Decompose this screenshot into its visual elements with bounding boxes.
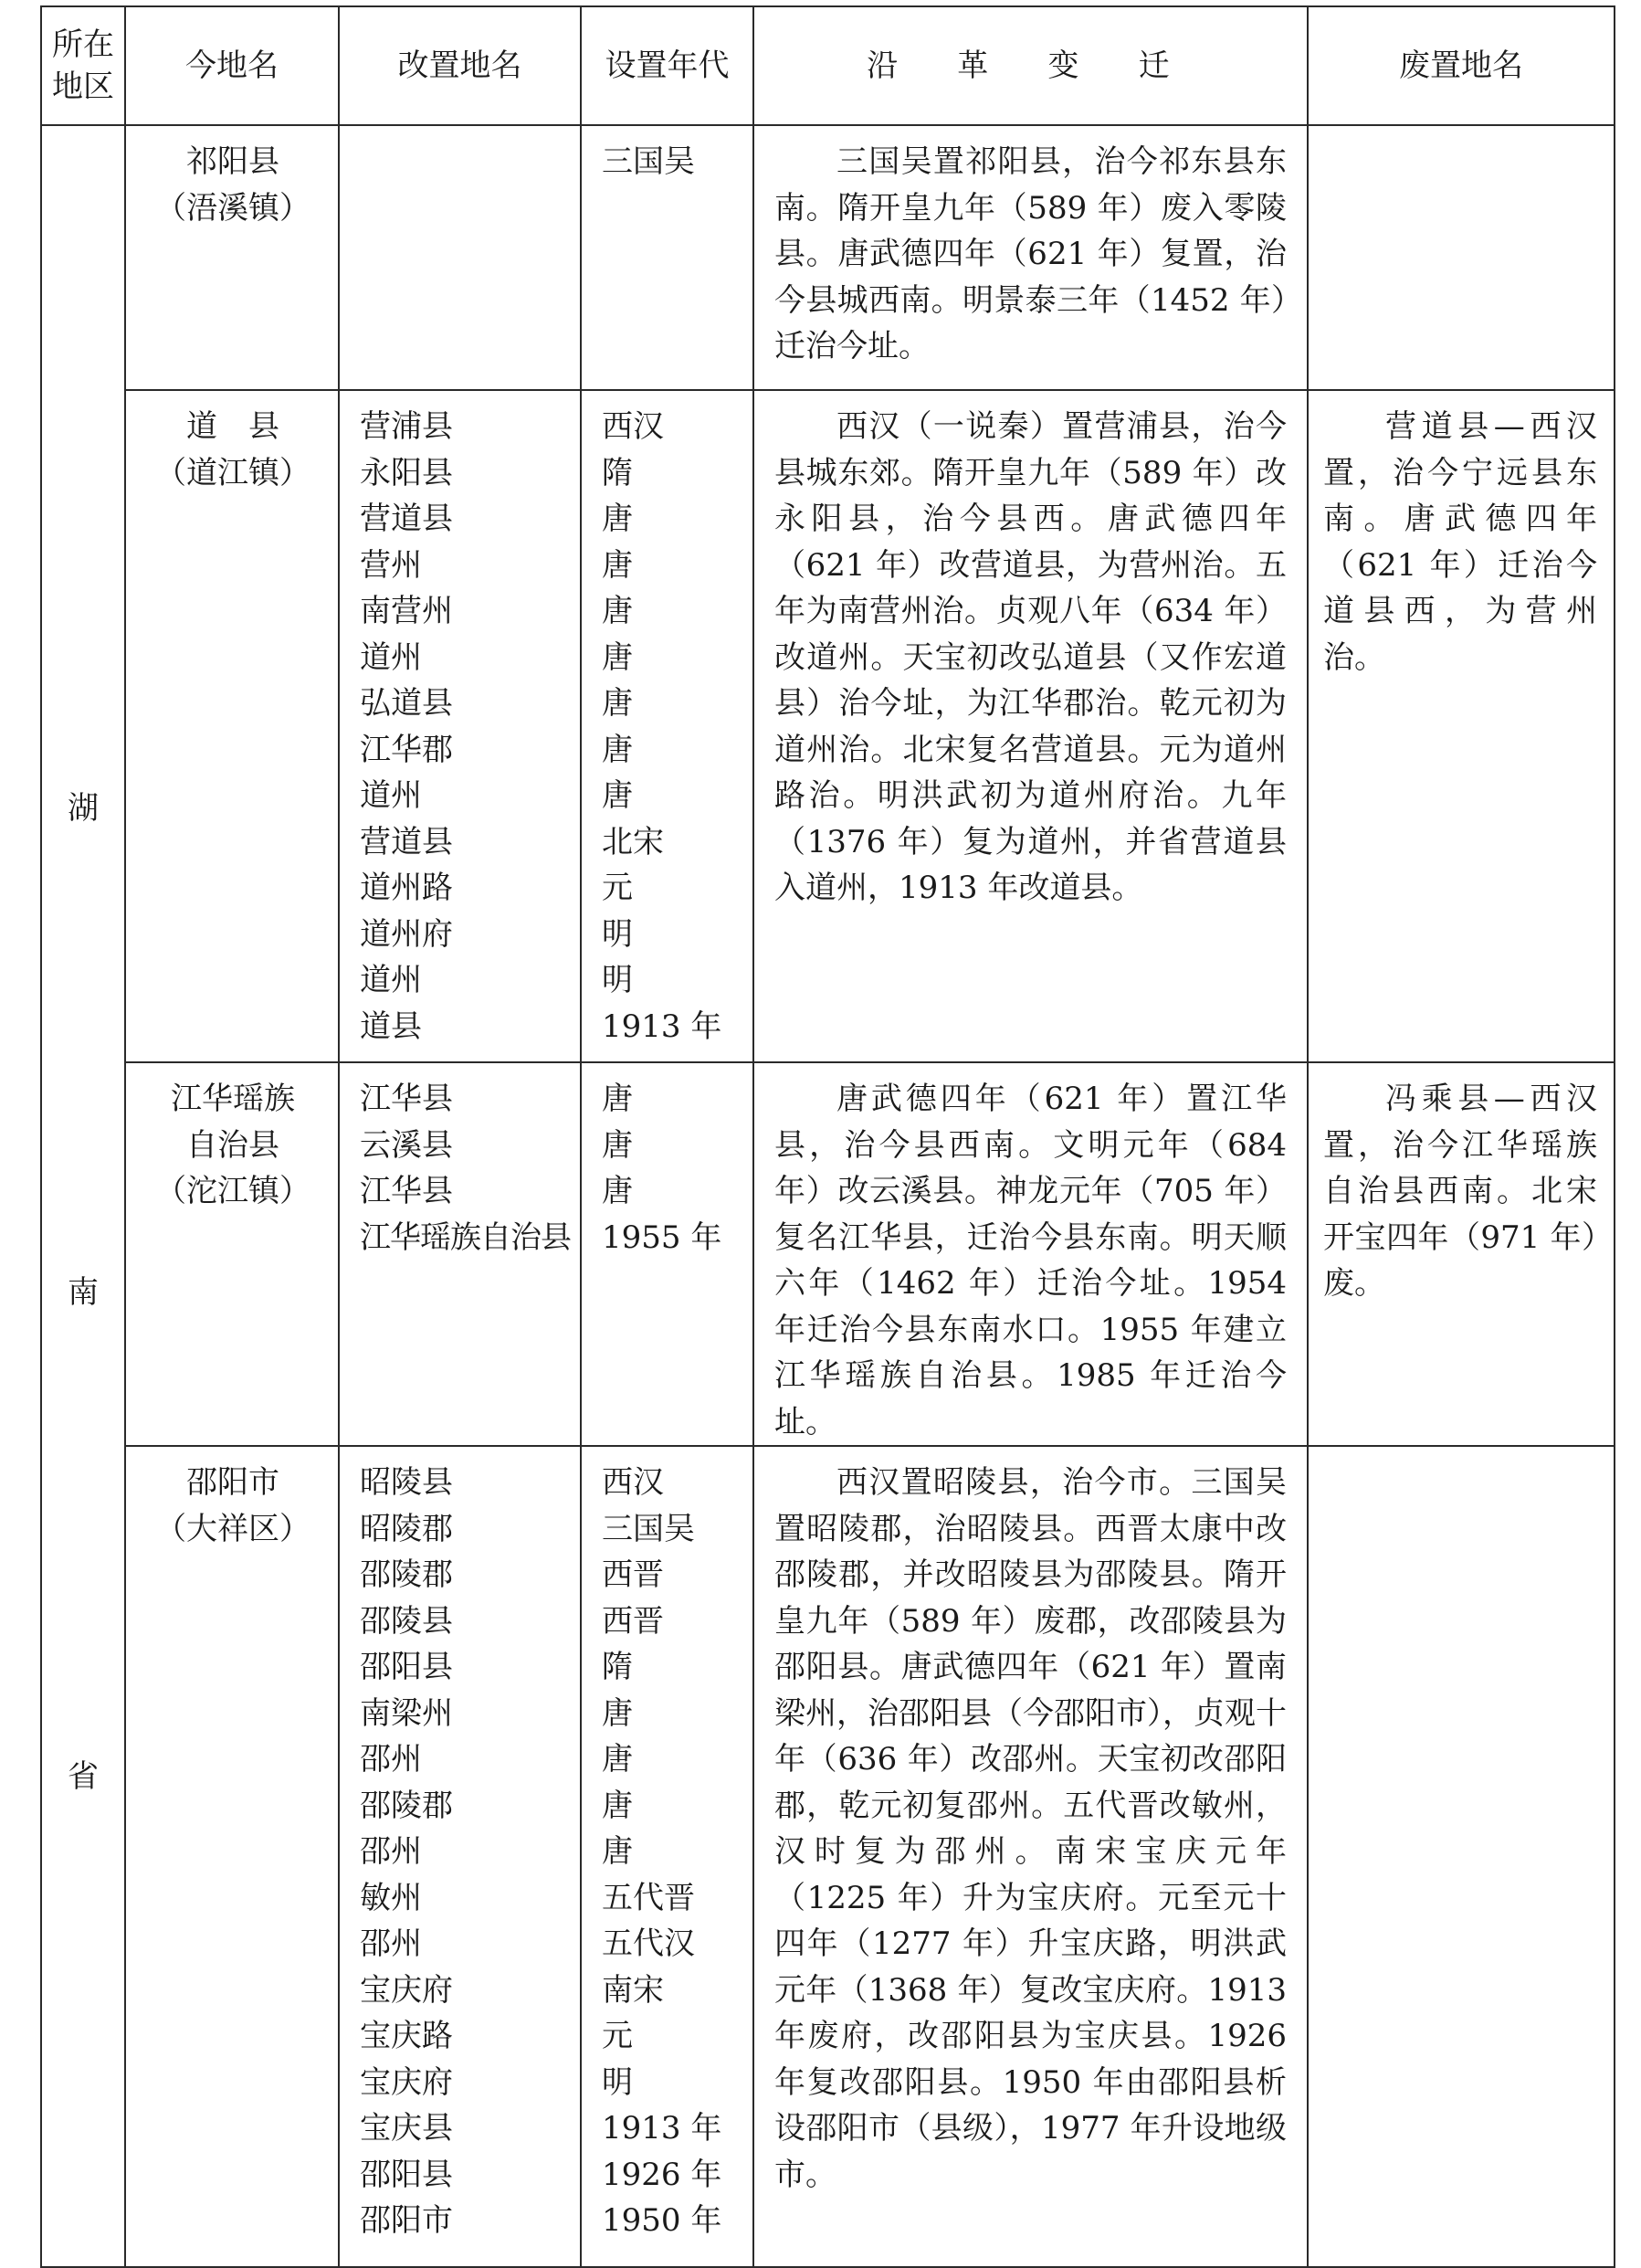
header-history: 沿 革 变 迁 bbox=[753, 6, 1308, 125]
header-abolished: 废置地名 bbox=[1308, 6, 1615, 125]
renamed-cell: 营浦县 永阳县 营道县 营州 南营州 道州 弘道县 江华郡 道州 营道县 道州路 道州府 道州 道县 bbox=[339, 390, 581, 1062]
region-char: 省 bbox=[68, 1758, 99, 1795]
era-cell: 三国吴 bbox=[581, 125, 753, 390]
today-name-cell: 邵阳市 （大祥区） bbox=[125, 1446, 339, 2267]
region-char: 南 bbox=[68, 1274, 99, 1311]
region-char: 湖 bbox=[68, 790, 99, 827]
history-cell: 唐武德四年（621 年）置江华县，治今县西南。文明元年（684 年）改云溪县。神龙元年（705 年）复名江华县，迁治今县东南。明天顺六年（1462 年）迁治今址。1954 年迁治今县东南水口。1955 年建立江华瑶族自治县。1985 年迁治今址。 bbox=[753, 1062, 1308, 1446]
history-cell: 三国吴置祁阳县，治今祁东县东南。隋开皇九年（589 年）废入零陵县。唐武德四年（621 年）复置，治今县城西南。明景泰三年（1452 年）迁治今址。 bbox=[753, 125, 1308, 390]
table-row bbox=[41, 1062, 1615, 1446]
today-name-cell: 祁阳县 （浯溪镇） bbox=[125, 125, 339, 390]
era-cell: 唐 唐 唐 1955 年 bbox=[581, 1062, 753, 1446]
history-cell: 西汉（一说秦）置营浦县，治今县城东郊。隋开皇九年（589 年）改永阳县，治今县西。唐武德四年（621 年）改营道县，为营州治。五年为南营州治。贞观八年（634 年）改道州。天宝初改弘道县（又作宏道县）治今址，为江华郡治。乾元初为道州治。北宋复名营道县。元为道州路治。明洪武初为道州府治。九年（1376 年）复为道州，并省营道县入道州，1913 年改道县。 bbox=[753, 390, 1308, 1062]
header-row bbox=[41, 6, 1615, 125]
abolished-cell: 冯乘县—西汉置，治今江华瑶族自治县西南。北宋开宝四年（971 年）废。 bbox=[1308, 1062, 1615, 1446]
header-renamed: 改置地名 bbox=[339, 6, 581, 125]
era-cell: 西汉 隋 唐 唐 唐 唐 唐 唐 唐 北宋 元 明 明 1913 年 bbox=[581, 390, 753, 1062]
renamed-cell: 江华县 云溪县 江华县 江华瑶族自治县 bbox=[339, 1062, 581, 1446]
history-cell: 西汉置昭陵县，治今市。三国吴置昭陵郡，治昭陵县。西晋太康中改邵陵郡，并改昭陵县为邵陵县。隋开皇九年（589 年）废郡，改邵陵县为邵阳县。唐武德四年（621 年）置南梁州，治邵阳县（今邵阳市），贞观十年（636 年）改邵州。天宝初改邵阳郡，乾元初复邵州。五代晋改敏州，汉时复为邵州。南宋宝庆元年（1225 年）升为宝庆府。元至元十四年（1277 年）升宝庆路，明洪武元年（1368 年）复改宝庆府。1913 年废府，改邵阳县为宝庆县。1926 年复改邵阳县。1950 年由邵阳县析设邵阳市（县级），1977 年升设地级市。 bbox=[753, 1446, 1308, 2267]
header-era: 设置年代 bbox=[581, 6, 753, 125]
era-cell: 西汉 三国吴 西晋 西晋 隋 唐 唐 唐 唐 五代晋 五代汉 南宋 元 明 1913 年 1926 年 1950 年 bbox=[581, 1446, 753, 2267]
renamed-cell: 昭陵县 昭陵郡 邵陵郡 邵陵县 邵阳县 南梁州 邵州 邵陵郡 邵州 敏州 邵州 宝庆府 宝庆路 宝庆府 宝庆县 邵阳县 邵阳市 bbox=[339, 1446, 581, 2267]
renamed-cell bbox=[339, 125, 581, 390]
today-name-cell: 江华瑶族 自治县 （沱江镇） bbox=[125, 1062, 339, 1446]
header-today: 今地名 bbox=[125, 6, 339, 125]
table-row bbox=[41, 390, 1615, 1062]
today-name-cell: 道 县 （道江镇） bbox=[125, 390, 339, 1062]
header-region: 所在 地区 bbox=[41, 6, 125, 125]
table-row bbox=[41, 1446, 1615, 2267]
history-table bbox=[40, 5, 1615, 2268]
abolished-cell bbox=[1308, 1446, 1615, 2267]
region-cell bbox=[41, 125, 125, 2267]
abolished-cell: 营道县—西汉置，治今宁远县东南。唐武德四年（621 年）迁治今道县西，为营州治。 bbox=[1308, 390, 1615, 1062]
table-row bbox=[41, 125, 1615, 390]
abolished-cell bbox=[1308, 125, 1615, 390]
